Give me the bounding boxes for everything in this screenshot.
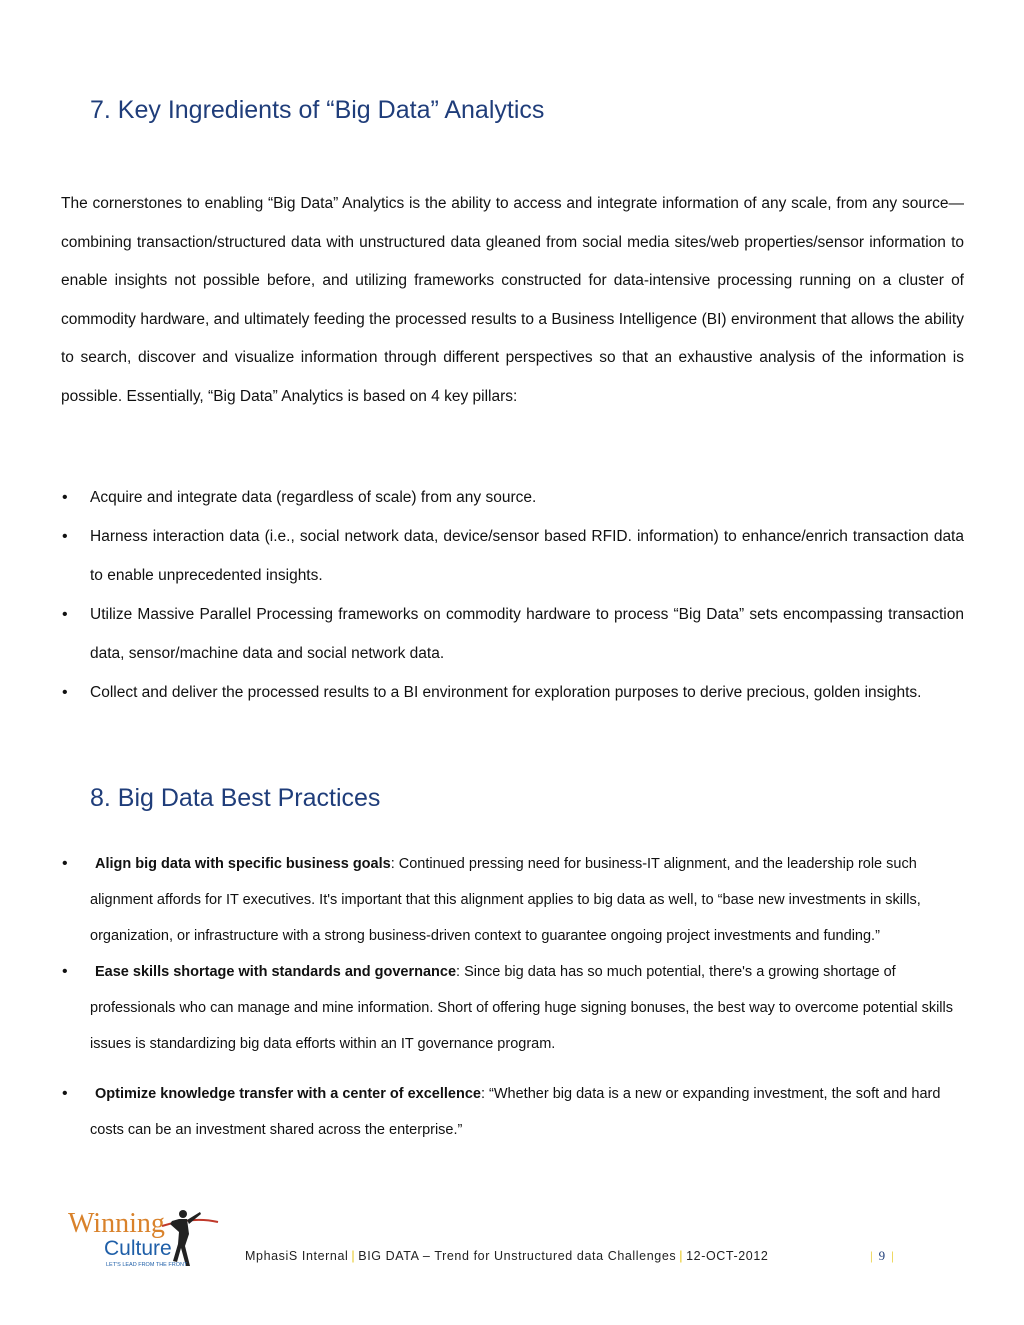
footer-separator: | [679, 1249, 684, 1263]
pillars-list [90, 478, 964, 712]
practice-title: Ease skills shortage with standards and governance [95, 964, 457, 980]
logo-tagline: LET'S LEAD FROM THE FRONT [106, 1262, 188, 1268]
footer-text [245, 1249, 768, 1263]
practice-title: Align big data with specific business goals [95, 856, 391, 872]
list-item: • Collect and deliver the processed results to a BI environment for exploration purposes to derive precious, golden insights. [90, 673, 964, 712]
page-number-value: 9 [878, 1248, 886, 1263]
list-item: • Utilize Massive Parallel Processing frameworks on commodity hardware to process “Big Data” sets encompassing transaction data, sensor/machine data and social network data. [90, 595, 964, 673]
section-8-heading: 8. Big Data Best Practices [90, 784, 381, 812]
footer-org: MphasiS Internal [245, 1249, 349, 1263]
practice-text: : “Whether big data is a new or expanding investment, the soft and hard costs can be an investment shared across the enterprise.” [90, 1086, 941, 1138]
footer-doc-title: BIG DATA – Trend for Unstructured data Challenges [358, 1249, 677, 1263]
logo-word-culture: Culture [104, 1237, 172, 1260]
list-item [90, 954, 964, 1062]
list-item: • Acquire and integrate data (regardless of scale) from any source. [90, 478, 964, 517]
page-number-separator: | [870, 1248, 873, 1263]
section-7-heading: 7. Key Ingredients of “Big Data” Analytics [90, 96, 545, 124]
list-item [90, 846, 964, 954]
best-practices-list [90, 846, 964, 1148]
footer-date: 12-OCT-2012 [686, 1249, 769, 1263]
runner-figure [170, 1210, 201, 1266]
list-item: • Harness interaction data (i.e., social network data, device/sensor based RFID. information) to enhance/enrich transaction data to enable unprecedented insights. [90, 517, 964, 595]
page-number-separator: | [891, 1248, 894, 1263]
practice-title: Optimize knowledge transfer with a center of excellence [95, 1086, 481, 1102]
footer-separator: | [351, 1249, 356, 1263]
section-7-paragraph: The cornerstones to enabling “Big Data” Analytics is the ability to access and integrate information of any scale, from any source—combining transaction/structured data with unstructured data gleaned from social media sites/web properties/sensor information to enable insights not possible before, and utilizing frameworks constructed for data-intensive processing running on a cluster of commodity hardware, and ultimately feeding the processed results to a Business Intelligence (BI) environment that allows the ability to search, discover and visualize information through different perspectives so that an exhaustive analysis of the information is possible. Essentially, “Big Data” Analytics is based on 4 key pillars: [61, 195, 964, 405]
page-number [864, 1248, 900, 1264]
list-item [90, 1076, 964, 1148]
logo-word-winning: Winning [68, 1208, 165, 1239]
practice-text: : Since big data has so much potential, there's a growing shortage of professionals who can manage and mine information. Short of offering huge signing bonuses, the best way to overcome potential skills issues is standardizing big data efforts within an IT governance program. [90, 964, 953, 1052]
winning-culture-logo [66, 1204, 226, 1274]
practice-text: : Continued pressing need for business-IT alignment, and the leadership role such alignment affords for IT executives. It's important that this alignment applies to big data as well, to “base new investments in skills, organization, or infrastructure with a strong business-driven context to guarantee ongoing project investments and funding.” [90, 856, 921, 944]
